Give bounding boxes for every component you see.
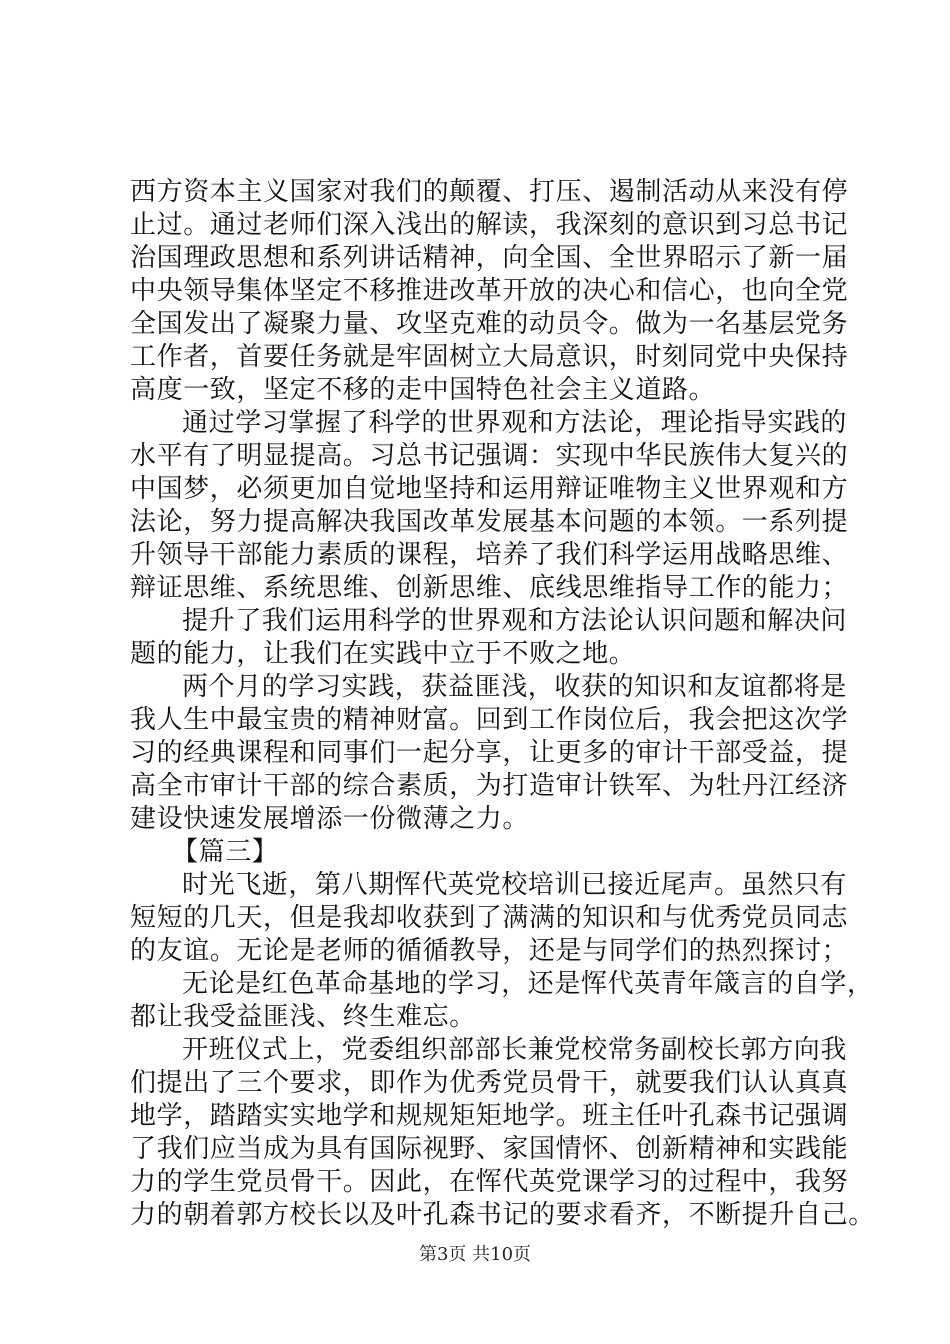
paragraph-first-line: 时光飞逝，第八期恽代英党校培训已接近尾声。虽然只有 bbox=[182, 870, 848, 900]
text-line: 我人生中最宝贵的精神财富。回到工作岗位后，我会把这次学 bbox=[130, 705, 849, 735]
text-line: 短短的几天，但是我却收获到了满满的知识和与优秀党员同志 bbox=[130, 903, 849, 933]
text-line: 中央领导集体坚定不移推进改革开放的决心和信心，也向全党 bbox=[130, 276, 849, 306]
paragraph-first-line: 通过学习掌握了科学的世界观和方法论，理论指导实践的 bbox=[182, 408, 848, 438]
text-line: 西方资本主义国家对我们的颠覆、打压、遏制活动从来没有停 bbox=[130, 177, 849, 207]
document-body bbox=[130, 176, 875, 1232]
text-line: 的友谊。无论是老师的循循教导，还是与同学们的热烈探讨； bbox=[130, 936, 849, 966]
text-line: 中国梦，必须更加自觉地坚持和运用辩证唯物主义世界观和方 bbox=[130, 474, 849, 504]
text-line: 升领导干部能力素质的课程，培养了我们科学运用战略思维、 bbox=[130, 540, 849, 570]
text-line: 辩证思维、系统思维、创新思维、底线思维指导工作的能力； bbox=[130, 573, 849, 603]
text-line: 习的经典课程和同事们一起分享，让更多的审计干部受益，提 bbox=[130, 738, 849, 768]
text-line: 止过。通过老师们深入浅出的解读，我深刻的意识到习总书记 bbox=[130, 210, 849, 240]
paragraph-first-line: 提升了我们运用科学的世界观和方法论认识问题和解决问 bbox=[182, 606, 848, 636]
text-line: 们提出了三个要求，即作为优秀党员骨干，就要我们认认真真 bbox=[130, 1068, 849, 1098]
text-line: 建设快速发展增添一份微薄之力。 bbox=[130, 804, 530, 834]
text-line: 治国理政思想和系列讲话精神，向全国、全世界昭示了新一届 bbox=[130, 243, 849, 273]
text-line: 全国发出了凝聚力量、攻坚克难的动员令。做为一名基层党务 bbox=[130, 309, 849, 339]
text-line: 地学，踏踏实实地学和规规矩矩地学。班主任叶孔森书记强调 bbox=[130, 1101, 849, 1131]
paragraph-first-line: 无论是红色革命基地的学习，还是恽代英青年箴言的自学， bbox=[182, 969, 874, 999]
text-line: 都让我受益匪浅、终生难忘。 bbox=[130, 1002, 476, 1032]
page-footer bbox=[0, 1243, 950, 1267]
paragraph-first-line: 两个月的学习实践，获益匪浅，收获的知识和友谊都将是 bbox=[182, 672, 848, 702]
text-line: 水平有了明显提高。习总书记强调：实现中华民族伟大复兴的 bbox=[130, 441, 849, 471]
text-line: 题的能力，让我们在实践中立于不败之地。 bbox=[130, 639, 636, 669]
text-line: 法论，努力提高解决我国改革发展基本问题的本领。一系列提 bbox=[130, 507, 849, 537]
page-number-label: 第3页 共10页 bbox=[418, 1244, 532, 1265]
text-line: 工作者，首要任务就是牢固树立大局意识，时刻同党中央保持 bbox=[130, 342, 849, 372]
paragraph-first-line: 开班仪式上，党委组织部部长兼党校常务副校长郭方向我 bbox=[182, 1035, 848, 1065]
text-line: 力的学生党员骨干。因此，在恽代英党课学习的过程中，我努 bbox=[130, 1167, 849, 1197]
section-heading: 【篇三】 bbox=[172, 837, 279, 867]
text-line: 高度一致，坚定不移的走中国特色社会主义道路。 bbox=[130, 375, 716, 405]
text-line: 高全市审计干部的综合素质，为打造审计铁军、为牡丹江经济 bbox=[130, 771, 849, 801]
text-line: 了我们应当成为具有国际视野、家国情怀、创新精神和实践能 bbox=[130, 1134, 849, 1164]
text-line: 力的朝着郭方校长以及叶孔森书记的要求看齐，不断提升自己。 bbox=[130, 1200, 875, 1230]
